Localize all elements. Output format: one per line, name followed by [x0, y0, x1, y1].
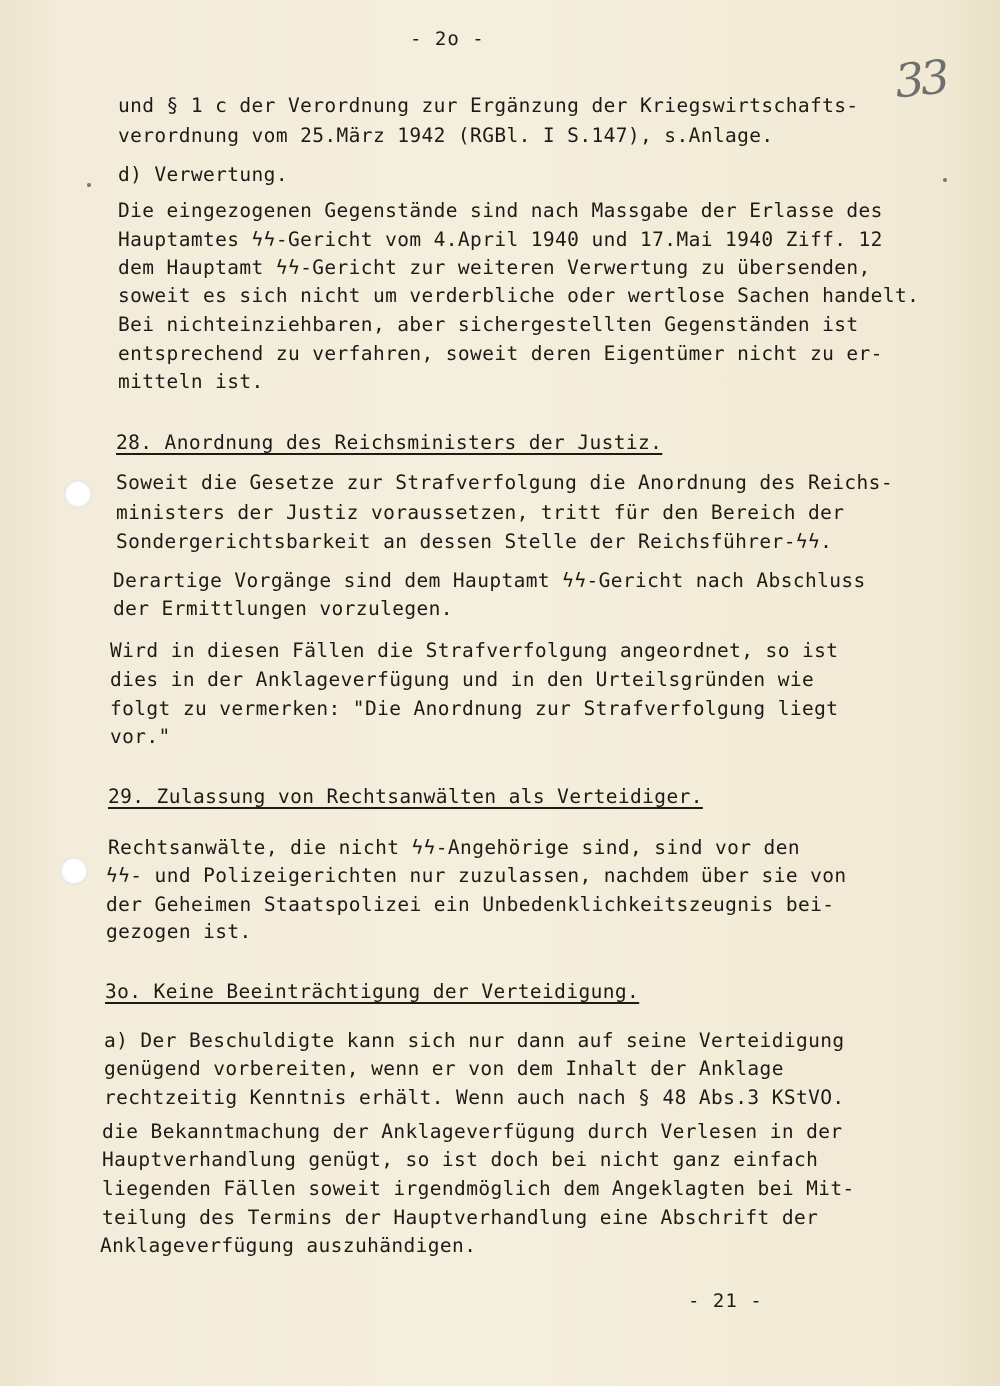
- text-line: soweit es sich nicht um verderbliche oder wertlose Sachen handelt.: [118, 284, 920, 307]
- paper-speck: [943, 178, 947, 182]
- text-line: Rechtsanwälte, die nicht ϟϟ-Angehörige sind, sind vor den: [108, 836, 800, 859]
- text-line: Anklageverfügung auszuhändigen.: [100, 1234, 477, 1257]
- text-line: Hauptamtes ϟϟ-Gericht vom 4.April 1940 und 17.Mai 1940 Ziff. 12: [118, 228, 883, 251]
- punch-hole-upper: [64, 480, 92, 508]
- page-number-top: - 2o -: [410, 28, 485, 50]
- text-line: ministers der Justiz voraussetzen, tritt für den Bereich der: [116, 501, 845, 524]
- paper-speck: [87, 183, 91, 187]
- text-line: Soweit die Gesetze zur Strafverfolgung die Anordnung des Reichs-: [116, 471, 893, 494]
- page-number-bottom: - 21 -: [688, 1290, 763, 1312]
- section-heading-30: 3o. Keine Beeinträchtigung der Verteidigung.: [105, 980, 640, 1003]
- text-line: gezogen ist.: [106, 920, 252, 943]
- text-line: und § 1 c der Verordnung zur Ergänzung der Kriegswirtschafts-: [118, 94, 859, 117]
- text-line: rechtzeitig Kenntnis erhält. Wenn auch nach § 48 Abs.3 KStVO.: [104, 1086, 845, 1109]
- text-line: Derartige Vorgänge sind dem Hauptamt ϟϟ-Gericht nach Abschluss: [113, 569, 866, 592]
- text-line: teilung des Termins der Hauptverhandlung eine Abschrift der: [102, 1206, 819, 1229]
- text-line: entsprechend zu verfahren, soweit deren Eigentümer nicht zu er-: [118, 342, 883, 365]
- text-line: der Ermittlungen vorzulegen.: [113, 597, 453, 620]
- text-line: ϟϟ- und Polizeigerichten nur zuzulassen, nachdem über sie von: [106, 864, 847, 887]
- handwritten-folio-number: 33: [892, 49, 949, 109]
- text-line: liegenden Fällen soweit irgendmöglich dem Angeklagten bei Mit-: [102, 1177, 855, 1200]
- text-line: die Bekanntmachung der Anklageverfügung durch Verlesen in der: [102, 1120, 843, 1143]
- text-line: Sondergerichtsbarkeit an dessen Stelle der Reichsführer-ϟϟ.: [116, 530, 833, 553]
- section-heading-28: 28. Anordnung des Reichsministers der Justiz.: [116, 431, 663, 454]
- text-line: dies in der Anklageverfügung und in den Urteilsgründen wie: [110, 668, 815, 691]
- text-line: genügend vorbereiten, wenn er von dem Inhalt der Anklage: [104, 1057, 784, 1080]
- text-line: folgt zu vermerken: "Die Anordnung zur Strafverfolgung liegt: [110, 697, 839, 720]
- punch-hole-lower: [60, 857, 88, 885]
- text-line: dem Hauptamt ϟϟ-Gericht zur weiteren Verwertung zu übersenden,: [118, 256, 871, 279]
- section-heading-29: 29. Zulassung von Rechtsanwälten als Verteidiger.: [108, 785, 703, 808]
- text-line: d) Verwertung.: [118, 163, 288, 186]
- text-line: a) Der Beschuldigte kann sich nur dann auf seine Verteidigung: [104, 1029, 845, 1052]
- text-line: Bei nichteinziehbaren, aber sichergestellten Gegenständen ist: [118, 313, 859, 336]
- text-line: Hauptverhandlung genügt, so ist doch bei nicht ganz einfach: [102, 1148, 819, 1171]
- text-line: Die eingezogenen Gegenstände sind nach Massgabe der Erlasse des: [118, 199, 883, 222]
- text-line: vor.": [110, 725, 171, 748]
- text-line: der Geheimen Staatspolizei ein Unbedenklichkeitszeugnis bei-: [106, 893, 835, 916]
- text-line: verordnung vom 25.März 1942 (RGBl. I S.147), s.Anlage.: [118, 124, 774, 147]
- text-line: mitteln ist.: [118, 370, 264, 393]
- text-line: Wird in diesen Fällen die Strafverfolgung angeordnet, so ist: [110, 639, 839, 662]
